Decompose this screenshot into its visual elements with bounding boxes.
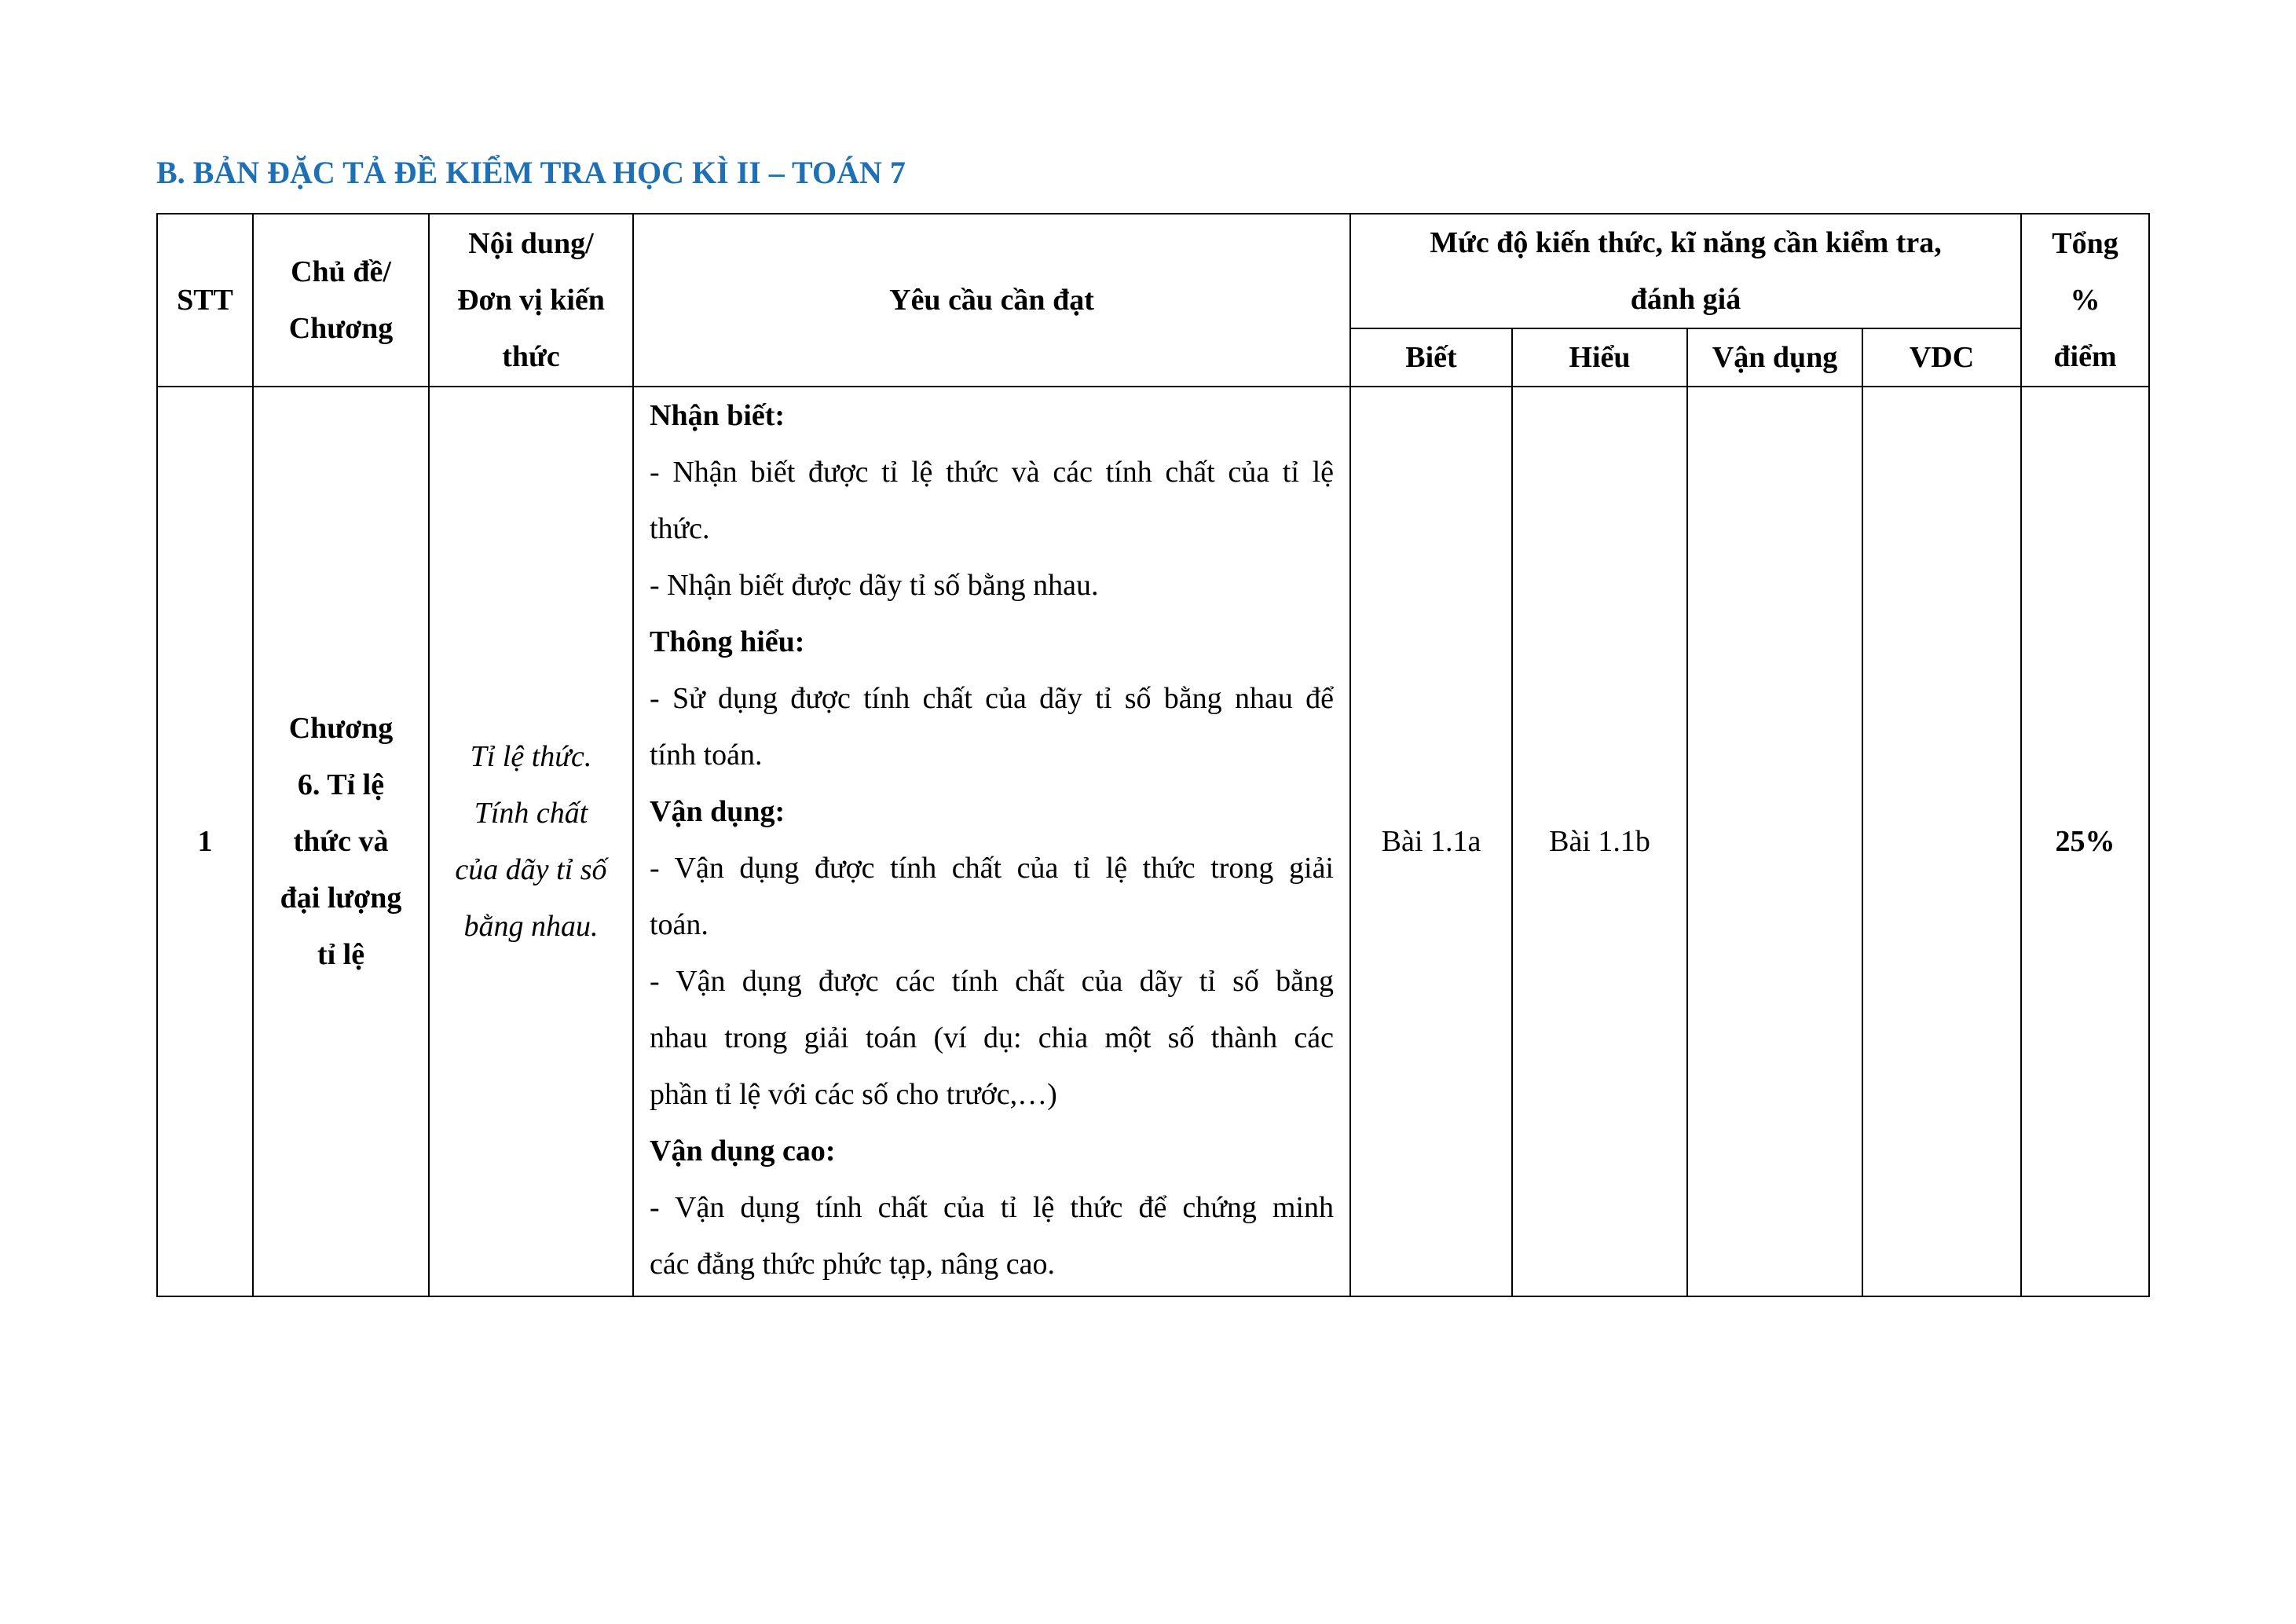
- row-content: Tỉ lệ thức. Tính chất của dãy tỉ số bằng nhau.: [429, 387, 633, 1296]
- row-requirements: Nhận biết: - Nhận biết được tỉ lệ thức và các tính chất của tỉ lệ thức. - Nhận biết được dãy tỉ số bằng nhau. Thông hiểu: - Sử dụng được tính chất của dãy tỉ số bằng nhau để tính toán. Vận dụng: - Vận dụng được tính chất của tỉ lệ thức trong giải toán. - Vận dụng được các tính chất của dãy tỉ số bằng nhau trong giải toán (ví dụ: chia một số thành các phần tỉ lệ với các số cho trước,…) Vận dụng cao: - Vận dụng tính chất của tỉ lệ thức để chứng minh các đẳng thức phức tạp, nâng cao.: [633, 387, 1350, 1296]
- header-requirement: Yêu cầu cần đạt: [633, 214, 1350, 387]
- header-level: Mức độ kiến thức, kĩ năng cần kiểm tra, đánh giá: [1350, 214, 2021, 328]
- row-stt: 1: [157, 387, 253, 1296]
- header-total: Tổng % điểm: [2021, 214, 2149, 387]
- row-biet: Bài 1.1a: [1350, 387, 1512, 1296]
- header-biet: Biết: [1350, 328, 1512, 387]
- row-chapter: Chương 6. Tỉ lệ thức và đại lượng tỉ lệ: [253, 387, 429, 1296]
- req-heading-nhan-biet: Nhận biết:: [650, 399, 785, 432]
- req-heading-van-dung: Vận dụng:: [650, 795, 785, 828]
- header-stt: STT: [157, 214, 253, 387]
- req-heading-thong-hieu: Thông hiểu:: [650, 625, 805, 658]
- req-heading-van-dung-cao: Vận dụng cao:: [650, 1135, 836, 1168]
- header-van-dung: Vận dụng: [1687, 328, 1862, 387]
- table-row: [157, 387, 2149, 1296]
- spec-table: [156, 213, 2150, 1297]
- header-chapter: Chủ đề/ Chương: [253, 214, 429, 387]
- row-hieu: Bài 1.1b: [1512, 387, 1687, 1296]
- header-hieu: Hiểu: [1512, 328, 1687, 387]
- row-van-dung: [1687, 387, 1862, 1296]
- row-total: 25%: [2021, 387, 2149, 1296]
- header-content: Nội dung/ Đơn vị kiến thức: [429, 214, 633, 387]
- row-vdc: [1862, 387, 2021, 1296]
- header-vdc: VDC: [1862, 328, 2021, 387]
- page-title: B. BẢN ĐẶC TẢ ĐỀ KIỂM TRA HỌC KÌ II – TOÁN 7: [156, 155, 906, 190]
